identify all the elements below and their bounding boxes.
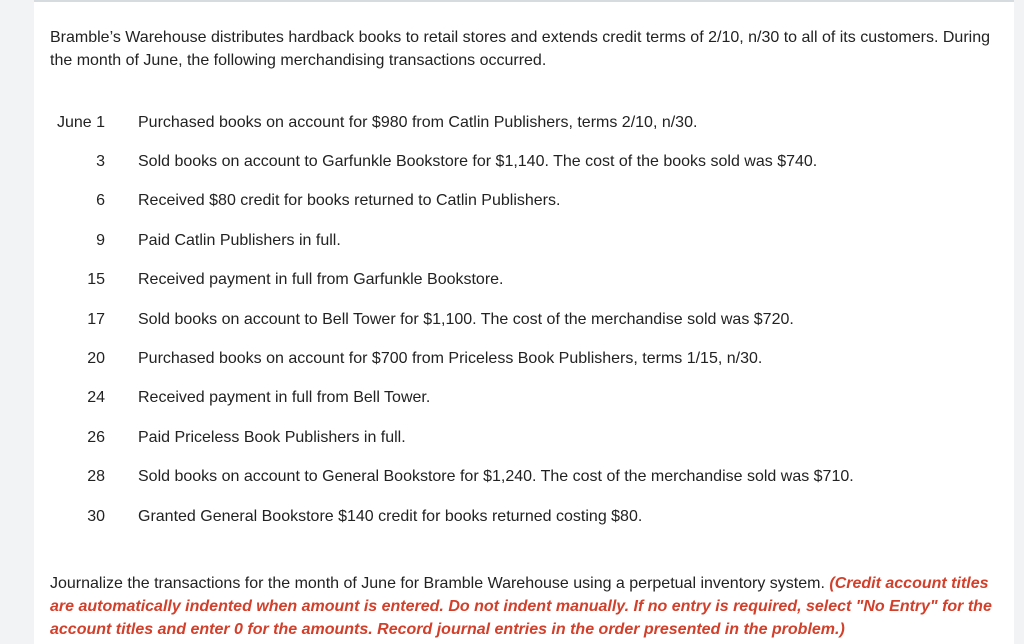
transactions-table (50, 103, 990, 536)
transaction-date: 26 (87, 428, 105, 446)
transaction-description: Paid Catlin Publishers in full. (138, 231, 341, 249)
transaction-description: Purchased books on account for $700 from Priceless Book Publishers, terms 1/15, n/30. (138, 350, 763, 368)
transaction-date: June 1 (56, 113, 105, 131)
transaction-description: Sold books on account to Garfunkle Bookstore for $1,140. The cost of the books sold was $740. (138, 153, 818, 171)
transaction-row (50, 339, 990, 378)
transaction-row (50, 221, 990, 260)
transaction-date: 28 (87, 468, 105, 486)
transaction-row (50, 300, 990, 339)
transaction-row (50, 458, 990, 497)
transaction-description: Granted General Bookstore $140 credit for books returned costing $80. (138, 507, 643, 525)
transaction-description: Received $80 credit for books returned to Catlin Publishers. (138, 192, 561, 210)
transaction-description: Sold books on account to General Bookstore for $1,240. The cost of the merchandise sold was $710. (138, 468, 854, 486)
transaction-description: Received payment in full from Garfunkle Bookstore. (138, 271, 504, 289)
transaction-date: 24 (87, 389, 105, 407)
transaction-date: 3 (96, 153, 105, 171)
transaction-date: 20 (87, 350, 105, 368)
transaction-date: 15 (87, 271, 105, 289)
transaction-row (50, 379, 990, 418)
transaction-row (50, 182, 990, 221)
transaction-date: 17 (87, 310, 105, 328)
journalize-instructions (50, 572, 1010, 641)
transaction-row (50, 418, 990, 457)
transaction-description: Paid Priceless Book Publishers in full. (138, 428, 406, 446)
instructions-text: Journalize the transactions for the month of June for Bramble Warehouse using a perpetual inventory system. (50, 575, 830, 592)
transaction-row (50, 497, 990, 536)
transaction-description: Sold books on account to Bell Tower for $1,100. The cost of the merchandise sold was $720. (138, 310, 794, 328)
transaction-date: 6 (96, 192, 105, 210)
transaction-date: 30 (87, 507, 105, 525)
transaction-description: Purchased books on account for $980 from Catlin Publishers, terms 2/10, n/30. (138, 113, 698, 131)
transaction-description: Received payment in full from Bell Tower. (138, 389, 431, 407)
transaction-date: 9 (96, 231, 105, 249)
transaction-row (50, 142, 990, 181)
problem-intro: Bramble’s Warehouse distributes hardback books to retail stores and extends credit terms of 2/10, n/30 to all of its customers. During the month of June, the following merchandising transactions occurred. (50, 29, 991, 69)
transaction-row (50, 103, 990, 142)
instructions-note: (Credit account titles are automatically indented when amount is entered. Do not indent manually. If no entry is required, select "No Entry" for the account titles and enter 0 for the amounts. Record journal entries in the order presented in the problem.) (50, 575, 992, 638)
problem-card (34, 0, 1014, 644)
transaction-row (50, 261, 990, 300)
